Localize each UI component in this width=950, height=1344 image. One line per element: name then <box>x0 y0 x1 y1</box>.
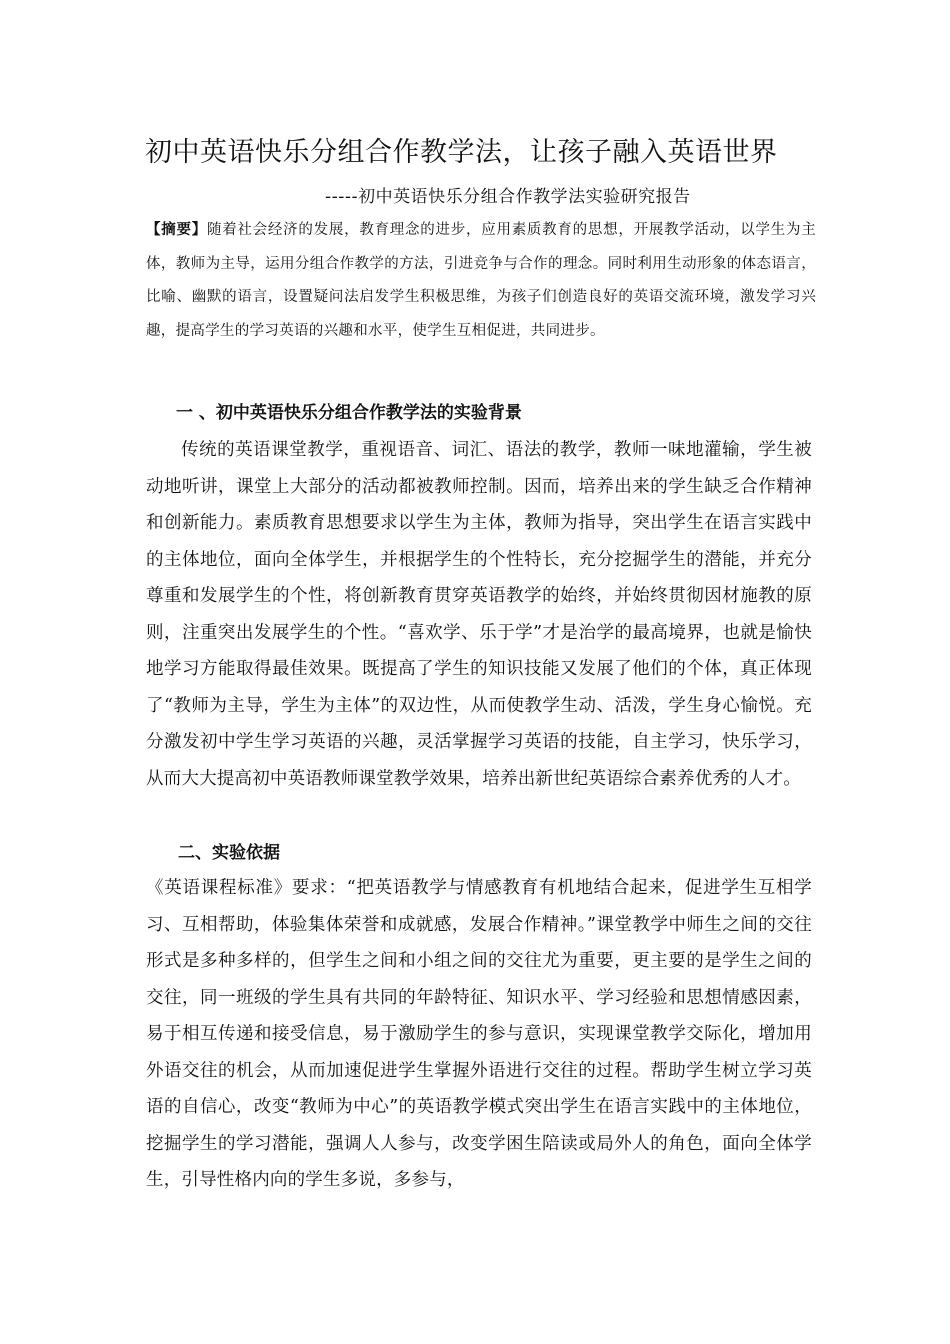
section-2-heading: 二、实验依据 <box>178 843 280 863</box>
document-title: 初中英语快乐分组合作教学法，让孩子融入英语世界 <box>145 137 778 168</box>
abstract-text: 随着社会经济的发展，教育理念的进步，应用素质教育的思想，开展教学活动，以学生为主体，教师为主导，运用分组合作教学的方法，引进竞争与合作的理念。同时利用生动形象的体态语言，比喻、幽默的语言，设置疑问法启发学生积极思维，为孩子们创造良好的英语交流环境，激发学习兴趣，提高学生的学习英语的兴趣和水平，使学生互相促进，共同进步。 <box>146 222 816 339</box>
section-1-paragraph: 传统的英语课堂教学，重视语音、词汇、语法的教学，教师一味地灌输，学生被动地听讲，课堂上大部分的活动都被教师控制。因而，培养出来的学生缺乏合作精神和创新能力。素质教育思想要求以学生为主体，教师为指导，突出学生在语言实践中的主体地位，面向全体学生，并根据学生的个性特长，充分挖掘学生的潜能，并充分尊重和发展学生的个性，将创新教育贯穿英语教学的始终，并始终贯彻因材施教的原则，注重突出发展学生的个性。“喜欢学、乐于学”才是治学的最高境界，也就是愉快地学习方能取得最佳效果。既提高了学生的知识技能又发展了他们的个体，真正体现了“教师为主导，学生为主体”的双边性，从而使教学生动、活泼，学生身心愉悦。充分激发初中学生学习英语的兴趣，灵活掌握学习英语的技能，自主学习，快乐学习，从而大大提高初中英语教师课堂教学效果，培养出新世纪英语综合素养优秀的人才。 <box>146 440 812 789</box>
abstract-block <box>146 213 816 348</box>
section-1-heading: 一 、初中英语快乐分组合作教学法的实验背景 <box>176 403 522 423</box>
section-2-paragraph: 《英语课程标准》要求：“把英语教学与情感教育有机地结合起来，促进学生互相学习、互相帮助，体验集体荣誉和成就感，发展合作精神。”课堂教学中师生之间的交往形式是多种多样的，但学生之间和小组之间的交往尤为重要，更主要的是学生之间的交往，同一班级的学生具有共同的年龄特征、知识水平、学习经验和思想情感因素，易于相互传递和接受信息，易于激励学生的参与意识，实现课堂教学交际化，增加用外语交往的机会，从而加速促进学生掌握外语进行交往的过程。帮助学生树立学习英语的自信心，改变“教师为中心”的英语教学模式突出学生在语言实践中的主体地位，挖掘学生的学习潜能，强调人人参与，改变学困生陪读或局外人的角色，面向全体学生，引导性格内向的学生多说，多参与， <box>146 878 812 1190</box>
document-subtitle: -----初中英语快乐分组合作教学法实验研究报告 <box>325 187 691 207</box>
abstract-label: 【摘要】 <box>146 221 207 238</box>
